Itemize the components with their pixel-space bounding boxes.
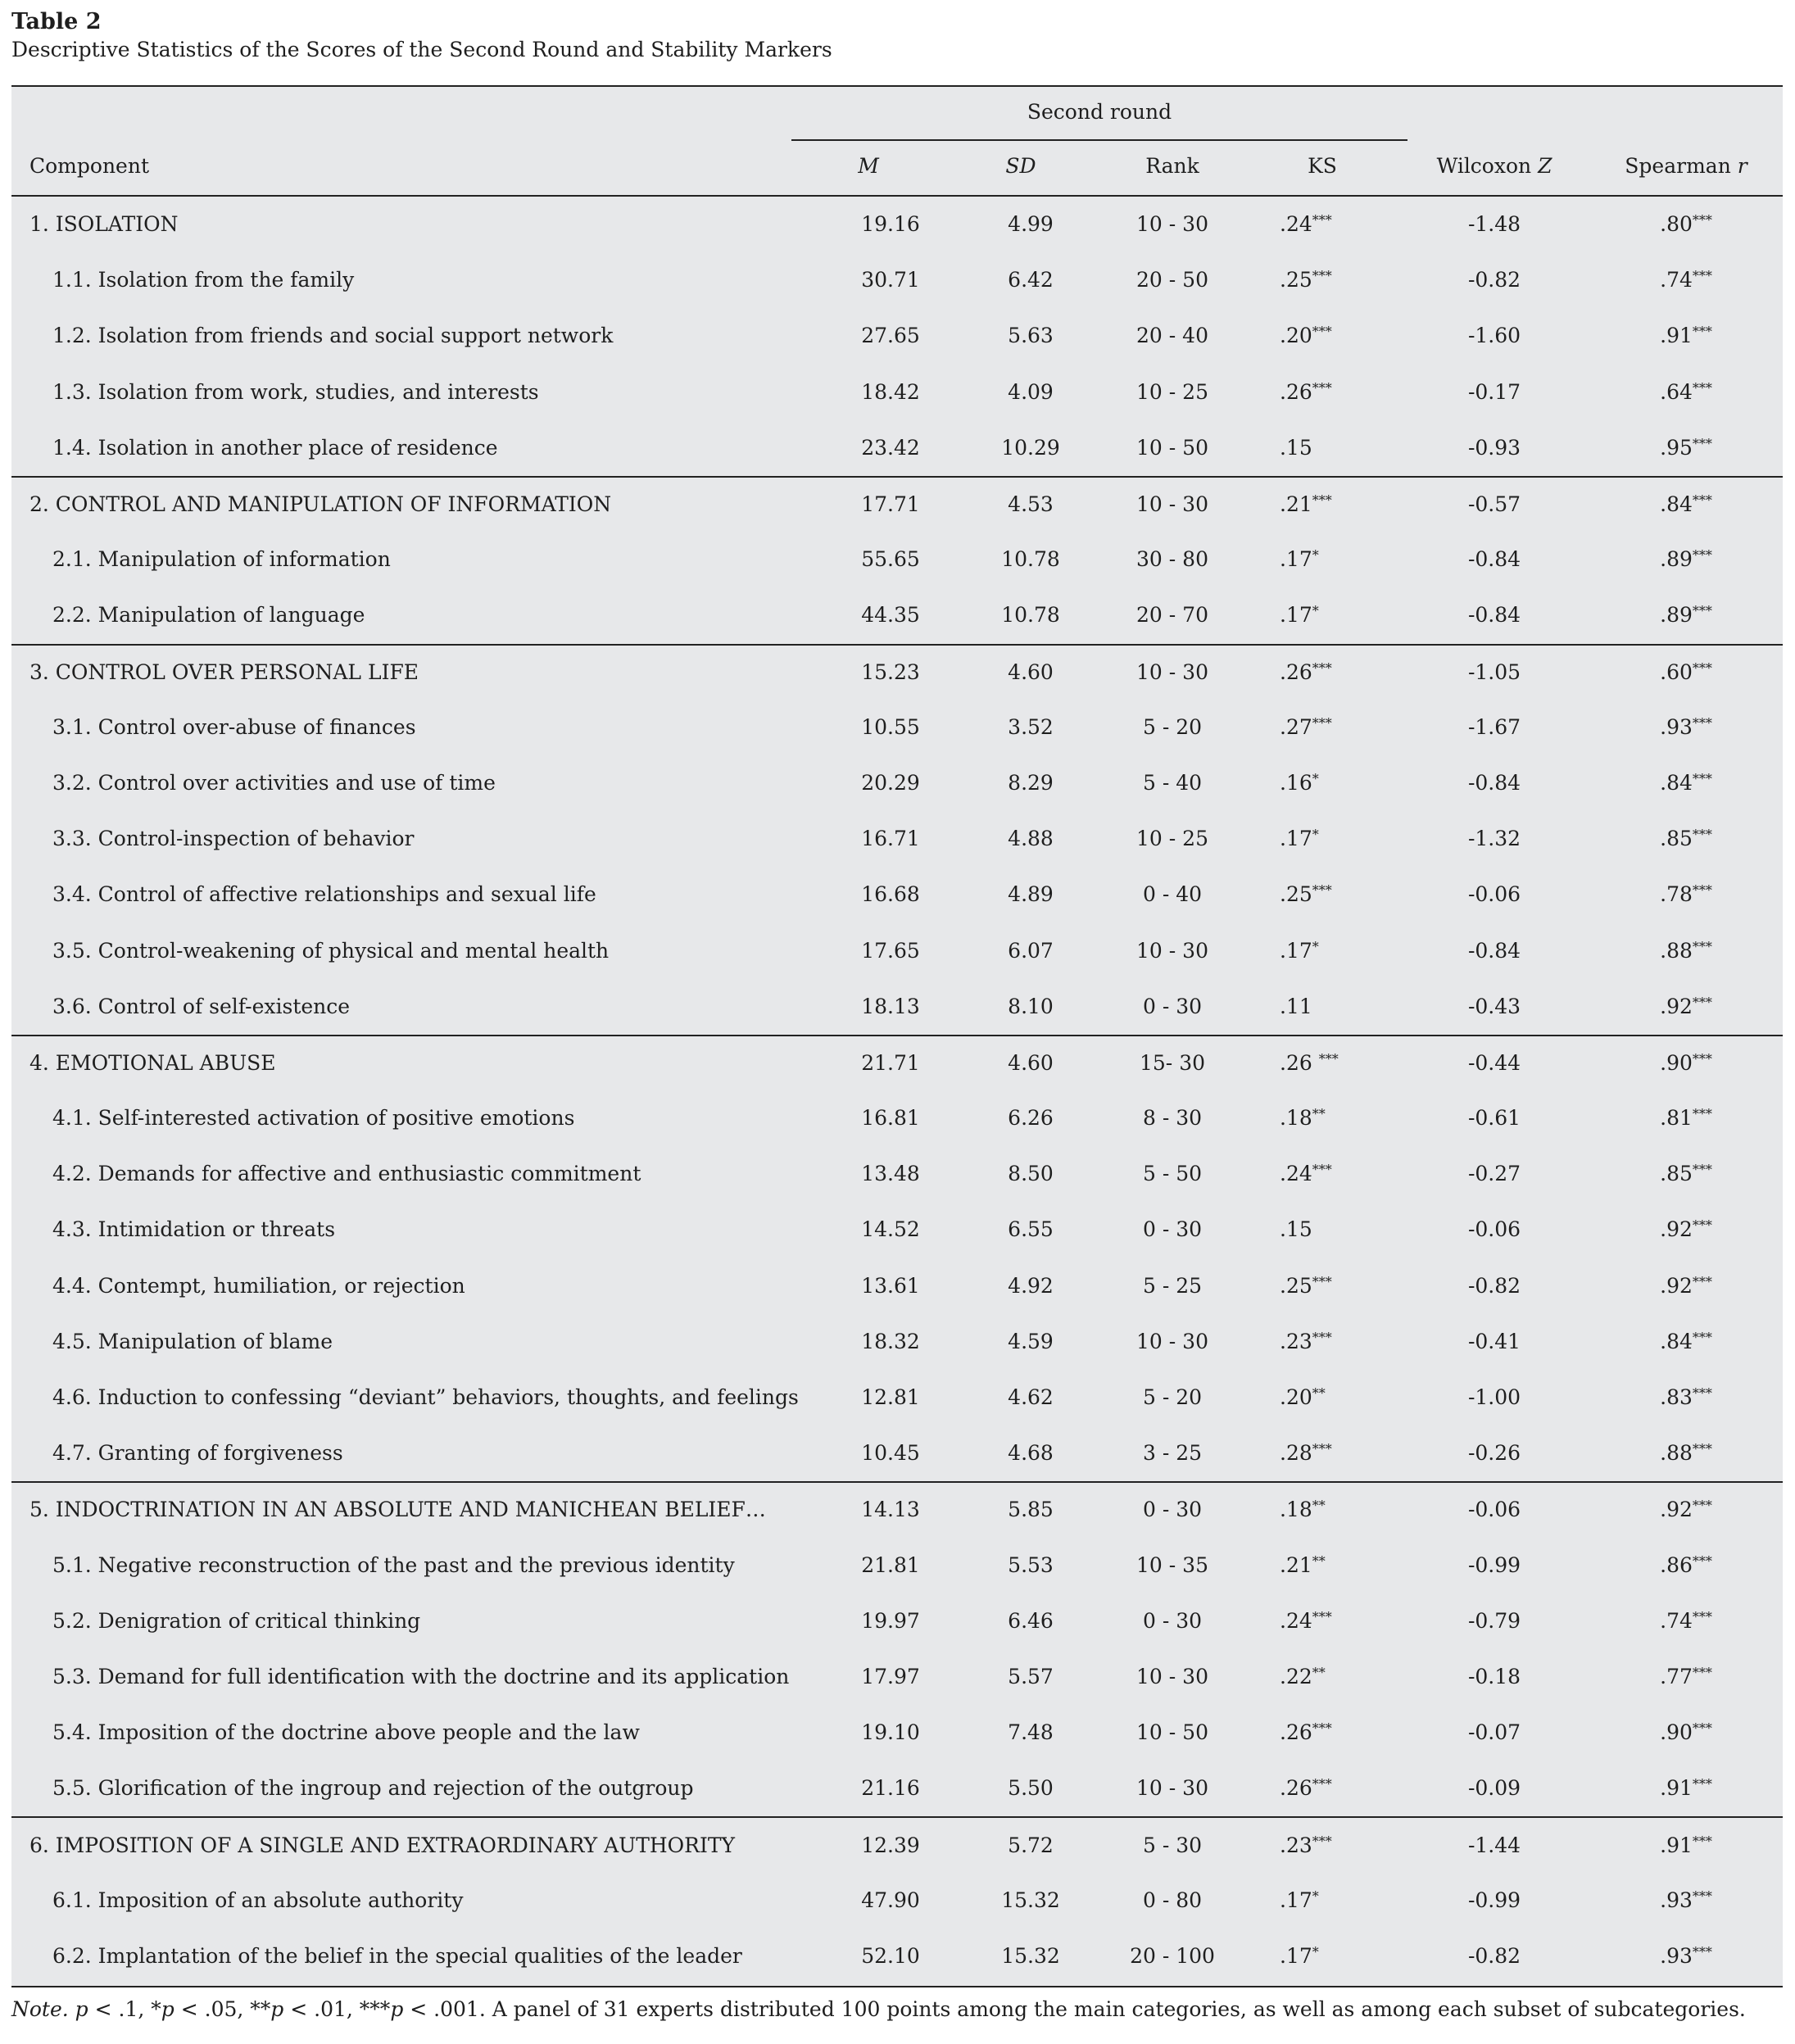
cell-sd: 6.26 (1008, 1106, 1054, 1131)
table-row-subcategory (11, 979, 1783, 1035)
cell-component: 4.5. Manipulation of blame (52, 1329, 333, 1353)
cell-ks: .27*** (1280, 714, 1332, 739)
cell-wilcoxon: -0.84 (1467, 547, 1521, 572)
cell-component: 5.1. Negative reconstruction of the past and the previous identity (52, 1552, 735, 1577)
cell-spearman: .86*** (1660, 1552, 1712, 1577)
cell-m: 17.97 (861, 1664, 920, 1688)
cell-spearman: .74*** (1660, 268, 1712, 292)
cell-rank: 20 - 40 (1136, 324, 1208, 348)
cell-rank: 10 - 50 (1136, 435, 1208, 460)
cell-wilcoxon: -1.60 (1467, 324, 1521, 348)
table-row-subcategory (11, 1649, 1783, 1705)
cell-wilcoxon: -1.05 (1467, 659, 1521, 684)
cell-spearman: .93*** (1660, 714, 1712, 739)
cell-ks: .20*** (1280, 324, 1332, 348)
cell-m: 20.29 (861, 770, 920, 795)
cell-spearman: .90*** (1660, 1720, 1712, 1745)
cell-spearman: .91*** (1660, 324, 1712, 348)
cell-component: 3.2. Control over activities and use of time (52, 770, 496, 795)
cell-ks: .26*** (1280, 1776, 1332, 1801)
cell-wilcoxon: -0.99 (1467, 1552, 1521, 1577)
cell-m: 16.71 (861, 827, 920, 851)
cell-rank: 0 - 80 (1142, 1888, 1203, 1912)
table-row-subcategory (11, 1090, 1783, 1146)
cell-spearman: .88*** (1660, 1441, 1712, 1466)
cell-sd: 7.48 (1008, 1720, 1054, 1745)
table-row-category (11, 1035, 1783, 1090)
table-row-category (11, 1481, 1783, 1537)
table-row-subcategory (11, 922, 1783, 978)
cell-ks: .24*** (1280, 212, 1332, 237)
cell-ks: .23*** (1280, 1329, 1332, 1353)
cell-sd: 4.59 (1008, 1329, 1054, 1353)
cell-component: 4. EMOTIONAL ABUSE (29, 1050, 276, 1075)
cell-ks: .15 (1280, 1217, 1312, 1242)
cell-ks: .20** (1280, 1385, 1326, 1410)
cell-m: 55.65 (861, 547, 920, 572)
cell-spearman: .89*** (1660, 547, 1712, 572)
cell-spearman: .92*** (1660, 1273, 1712, 1298)
header-row (11, 152, 1783, 180)
cell-m: 19.97 (861, 1608, 920, 1633)
table-row-subcategory (11, 755, 1783, 811)
cell-sd: 5.50 (1008, 1776, 1054, 1801)
cell-m: 13.48 (861, 1162, 920, 1186)
cell-sd: 4.60 (1008, 659, 1054, 684)
cell-sd: 4.62 (1008, 1385, 1054, 1410)
cell-ks: .21** (1280, 1552, 1326, 1577)
cell-ks: .26*** (1280, 1720, 1332, 1745)
cell-component: 5.4. Imposition of the doctrine above people and the law (52, 1720, 640, 1745)
cell-rank: 20 - 50 (1136, 268, 1208, 292)
cell-rank: 10 - 30 (1136, 212, 1208, 237)
table-title: Descriptive Statistics of the Scores of the Second Round and Stability Markers (11, 38, 832, 61)
table-row-category (11, 197, 1783, 252)
cell-ks: .17* (1280, 603, 1319, 628)
table-row-subcategory (11, 1202, 1783, 1258)
cell-component: 1. ISOLATION (29, 212, 179, 237)
table-row-subcategory (11, 1538, 1783, 1593)
cell-component: 6.1. Imposition of an absolute authority (52, 1888, 464, 1912)
cell-wilcoxon: -0.07 (1467, 1720, 1521, 1745)
cell-rank: 20 - 100 (1130, 1943, 1215, 1968)
cell-rank: 10 - 35 (1136, 1552, 1208, 1577)
cell-m: 14.52 (861, 1217, 920, 1242)
cell-spearman: .84*** (1660, 492, 1712, 517)
header-m: M (858, 154, 879, 178)
cell-component: 4.4. Contempt, humiliation, or rejection (52, 1273, 465, 1298)
cell-sd: 5.63 (1008, 324, 1054, 348)
table-row-subcategory (11, 1761, 1783, 1816)
cell-rank: 0 - 30 (1142, 1498, 1203, 1522)
cell-component: 3.4. Control of affective relationships and sexual life (52, 882, 596, 907)
header-group-rule (791, 139, 1407, 141)
header-sd: SD (1005, 154, 1036, 178)
cell-rank: 8 - 30 (1142, 1106, 1203, 1131)
cell-sd: 6.42 (1008, 268, 1054, 292)
cell-m: 13.61 (861, 1273, 920, 1298)
cell-sd: 4.09 (1008, 379, 1054, 404)
cell-ks: .26 *** (1280, 1050, 1339, 1075)
cell-component: 1.2. Isolation from friends and social support network (52, 324, 614, 348)
table-row-subcategory (11, 1873, 1783, 1928)
cell-spearman: .92*** (1660, 1217, 1712, 1242)
cell-m: 18.13 (861, 994, 920, 1018)
cell-wilcoxon: -0.41 (1467, 1329, 1521, 1353)
cell-wilcoxon: -0.82 (1467, 1943, 1521, 1968)
cell-ks: .17* (1280, 827, 1319, 851)
cell-wilcoxon: -0.27 (1467, 1162, 1521, 1186)
cell-component: 4.6. Induction to confessing “deviant” behaviors, thoughts, and feelings (52, 1385, 799, 1410)
cell-ks: .17* (1280, 938, 1319, 963)
cell-wilcoxon: -0.06 (1467, 882, 1521, 907)
cell-sd: 8.29 (1008, 770, 1054, 795)
cell-spearman: .78*** (1660, 882, 1712, 907)
cell-rank: 10 - 50 (1136, 1720, 1208, 1745)
table-row-subcategory (11, 811, 1783, 867)
cell-m: 10.55 (861, 714, 920, 739)
cell-wilcoxon: -1.48 (1467, 212, 1521, 237)
cell-wilcoxon: -0.06 (1467, 1217, 1521, 1242)
cell-m: 16.81 (861, 1106, 920, 1131)
cell-component: 5.2. Denigration of critical thinking (52, 1608, 421, 1633)
cell-spearman: .80*** (1660, 212, 1712, 237)
cell-m: 19.16 (861, 212, 920, 237)
cell-m: 19.10 (861, 1720, 920, 1745)
cell-ks: .23*** (1280, 1833, 1332, 1857)
cell-component: 3.3. Control-inspection of behavior (52, 827, 415, 851)
cell-spearman: .64*** (1660, 379, 1712, 404)
cell-ks: .26*** (1280, 379, 1332, 404)
cell-m: 21.81 (861, 1552, 920, 1577)
table-label: Table 2 (11, 9, 102, 34)
header-component: Component (29, 154, 149, 178)
cell-component: 2. CONTROL AND MANIPULATION OF INFORMATION (29, 492, 612, 517)
cell-spearman: .93*** (1660, 1888, 1712, 1912)
cell-rank: 10 - 30 (1136, 1664, 1208, 1688)
table-row-subcategory (11, 700, 1783, 755)
cell-sd: 4.89 (1008, 882, 1054, 907)
cell-spearman: .90*** (1660, 1050, 1712, 1075)
cell-component: 1.3. Isolation from work, studies, and interests (52, 379, 539, 404)
cell-sd: 10.78 (1001, 603, 1060, 628)
cell-spearman: .92*** (1660, 1498, 1712, 1522)
cell-wilcoxon: -0.06 (1467, 1498, 1521, 1522)
cell-component: 6.2. Implantation of the belief in the special qualities of the leader (52, 1943, 742, 1968)
cell-spearman: .93*** (1660, 1943, 1712, 1968)
header-spearman: Spearman r (1625, 154, 1747, 178)
cell-m: 12.39 (861, 1833, 920, 1857)
cell-component: 4.3. Intimidation or threats (52, 1217, 336, 1242)
cell-component: 2.2. Manipulation of language (52, 603, 365, 628)
cell-wilcoxon: -0.93 (1467, 435, 1521, 460)
cell-sd: 10.29 (1001, 435, 1060, 460)
header-wilcoxon: Wilcoxon Z (1436, 154, 1552, 178)
cell-ks: .18** (1280, 1106, 1326, 1131)
table-row-subcategory (11, 420, 1783, 476)
cell-component: 3.5. Control-weakening of physical and mental health (52, 938, 610, 963)
cell-spearman: .85*** (1660, 827, 1712, 851)
table-body (11, 197, 1783, 1984)
cell-rank: 5 - 25 (1142, 1273, 1203, 1298)
cell-ks: .25*** (1280, 268, 1332, 292)
cell-sd: 8.50 (1008, 1162, 1054, 1186)
cell-ks: .17* (1280, 1888, 1319, 1912)
cell-wilcoxon: -0.17 (1467, 379, 1521, 404)
cell-rank: 0 - 30 (1142, 1217, 1203, 1242)
table-row-category (11, 476, 1783, 532)
cell-component: 2.1. Manipulation of information (52, 547, 391, 572)
cell-sd: 4.99 (1008, 212, 1054, 237)
cell-sd: 15.32 (1001, 1943, 1060, 1968)
cell-wilcoxon: -0.43 (1467, 994, 1521, 1018)
cell-m: 21.71 (861, 1050, 920, 1075)
cell-sd: 5.85 (1008, 1498, 1054, 1522)
cell-ks: .24*** (1280, 1162, 1332, 1186)
cell-m: 52.10 (861, 1943, 920, 1968)
cell-rank: 15- 30 (1139, 1050, 1206, 1075)
cell-ks: .28*** (1280, 1441, 1332, 1466)
cell-ks: .24*** (1280, 1608, 1332, 1633)
cell-rank: 30 - 80 (1136, 547, 1208, 572)
cell-spearman: .84*** (1660, 1329, 1712, 1353)
cell-ks: .16* (1280, 770, 1319, 795)
cell-m: 30.71 (861, 268, 920, 292)
cell-m: 14.13 (861, 1498, 920, 1522)
cell-spearman: .85*** (1660, 1162, 1712, 1186)
cell-wilcoxon: -0.82 (1467, 268, 1521, 292)
cell-rank: 0 - 40 (1142, 882, 1203, 907)
cell-wilcoxon: -0.84 (1467, 603, 1521, 628)
cell-wilcoxon: -0.99 (1467, 1888, 1521, 1912)
cell-spearman: .92*** (1660, 994, 1712, 1018)
cell-spearman: .91*** (1660, 1776, 1712, 1801)
cell-wilcoxon: -0.44 (1467, 1050, 1521, 1075)
cell-ks: .25*** (1280, 882, 1332, 907)
cell-sd: 15.32 (1001, 1888, 1060, 1912)
cell-m: 18.42 (861, 379, 920, 404)
cell-ks: .17* (1280, 1943, 1319, 1968)
cell-component: 3. CONTROL OVER PERSONAL LIFE (29, 659, 419, 684)
table-row-subcategory (11, 1928, 1783, 1984)
cell-wilcoxon: -0.09 (1467, 1776, 1521, 1801)
cell-sd: 4.68 (1008, 1441, 1054, 1466)
cell-sd: 6.07 (1008, 938, 1054, 963)
table-row-subcategory (11, 1314, 1783, 1370)
table-row-subcategory (11, 1705, 1783, 1761)
cell-rank: 10 - 25 (1136, 379, 1208, 404)
cell-component: 4.1. Self-interested activation of positive emotions (52, 1106, 575, 1131)
cell-wilcoxon: -1.67 (1467, 714, 1521, 739)
cell-sd: 8.10 (1008, 994, 1054, 1018)
cell-wilcoxon: -0.84 (1467, 938, 1521, 963)
table-row-subcategory (11, 1425, 1783, 1481)
cell-ks: .15 (1280, 435, 1312, 460)
cell-sd: 4.88 (1008, 827, 1054, 851)
cell-rank: 10 - 30 (1136, 1776, 1208, 1801)
table-row-subcategory (11, 365, 1783, 420)
cell-rank: 5 - 40 (1142, 770, 1203, 795)
header-second-round: Second round (1027, 100, 1172, 124)
cell-wilcoxon: -1.32 (1467, 827, 1521, 851)
table-row-subcategory (11, 1146, 1783, 1202)
table-row-category (11, 1816, 1783, 1872)
cell-component: 5.5. Glorification of the ingroup and rejection of the outgroup (52, 1776, 694, 1801)
cell-component: 5.3. Demand for full identification with the doctrine and its application (52, 1664, 790, 1688)
cell-rank: 10 - 30 (1136, 492, 1208, 517)
header-ks: KS (1308, 154, 1337, 178)
cell-sd: 10.78 (1001, 547, 1060, 572)
cell-ks: .26*** (1280, 659, 1332, 684)
cell-ks: .22** (1280, 1664, 1326, 1688)
table-row-subcategory (11, 308, 1783, 364)
cell-rank: 0 - 30 (1142, 994, 1203, 1018)
cell-component: 5. INDOCTRINATION IN AN ABSOLUTE AND MANICHEAN BELIEF… (29, 1498, 766, 1522)
table-note: Note. p < .1, *p < .05, **p < .01, ***p < .001. A panel of 31 experts distributed 100 points among the main categories, as well as among each subset of subcategories. (11, 1997, 1746, 2021)
cell-rank: 0 - 30 (1142, 1608, 1203, 1633)
cell-rank: 5 - 20 (1142, 714, 1203, 739)
cell-m: 21.16 (861, 1776, 920, 1801)
cell-rank: 5 - 30 (1142, 1833, 1203, 1857)
cell-m: 47.90 (861, 1888, 920, 1912)
cell-m: 23.42 (861, 435, 920, 460)
cell-rank: 10 - 25 (1136, 827, 1208, 851)
cell-component: 6. IMPOSITION OF A SINGLE AND EXTRAORDINARY AUTHORITY (29, 1833, 736, 1857)
cell-sd: 6.55 (1008, 1217, 1054, 1242)
cell-rank: 20 - 70 (1136, 603, 1208, 628)
cell-m: 44.35 (861, 603, 920, 628)
cell-ks: .17* (1280, 547, 1319, 572)
cell-m: 18.32 (861, 1329, 920, 1353)
header-rank: Rank (1145, 154, 1199, 178)
cell-spearman: .84*** (1660, 770, 1712, 795)
cell-m: 16.68 (861, 882, 920, 907)
cell-component: 4.2. Demands for affective and enthusiastic commitment (52, 1162, 641, 1186)
cell-component: 1.4. Isolation in another place of residence (52, 435, 498, 460)
cell-m: 15.23 (861, 659, 920, 684)
table-row-subcategory (11, 252, 1783, 308)
cell-m: 10.45 (861, 1441, 920, 1466)
cell-wilcoxon: -0.18 (1467, 1664, 1521, 1688)
cell-rank: 3 - 25 (1142, 1441, 1203, 1466)
cell-spearman: .74*** (1660, 1608, 1712, 1633)
table-row-subcategory (11, 1258, 1783, 1314)
cell-rank: 10 - 30 (1136, 1329, 1208, 1353)
cell-m: 17.65 (861, 938, 920, 963)
cell-sd: 6.46 (1008, 1608, 1054, 1633)
cell-spearman: .95*** (1660, 435, 1712, 460)
cell-component: 1.1. Isolation from the family (52, 268, 355, 292)
cell-wilcoxon: -1.44 (1467, 1833, 1521, 1857)
cell-wilcoxon: -0.82 (1467, 1273, 1521, 1298)
table-row-category (11, 644, 1783, 700)
cell-wilcoxon: -0.57 (1467, 492, 1521, 517)
cell-rank: 5 - 20 (1142, 1385, 1203, 1410)
cell-sd: 3.52 (1008, 714, 1054, 739)
cell-wilcoxon: -0.84 (1467, 770, 1521, 795)
table-row-subcategory (11, 587, 1783, 643)
cell-ks: .18** (1280, 1498, 1326, 1522)
cell-spearman: .60*** (1660, 659, 1712, 684)
cell-spearman: .81*** (1660, 1106, 1712, 1131)
cell-sd: 5.72 (1008, 1833, 1054, 1857)
cell-ks: .21*** (1280, 492, 1332, 517)
cell-spearman: .91*** (1660, 1833, 1712, 1857)
table-row-subcategory (11, 532, 1783, 587)
cell-spearman: .83*** (1660, 1385, 1712, 1410)
cell-sd: 4.53 (1008, 492, 1054, 517)
cell-m: 12.81 (861, 1385, 920, 1410)
cell-component: 4.7. Granting of forgiveness (52, 1441, 343, 1466)
table-row-subcategory (11, 1593, 1783, 1649)
table-row-subcategory (11, 867, 1783, 922)
cell-wilcoxon: -0.26 (1467, 1441, 1521, 1466)
cell-sd: 5.53 (1008, 1552, 1054, 1577)
cell-wilcoxon: -0.79 (1467, 1608, 1521, 1633)
table-row-subcategory (11, 1370, 1783, 1425)
cell-wilcoxon: -0.61 (1467, 1106, 1521, 1131)
data-table (11, 85, 1783, 1987)
table-caption (11, 8, 832, 64)
cell-ks: .25*** (1280, 1273, 1332, 1298)
cell-spearman: .89*** (1660, 603, 1712, 628)
cell-m: 27.65 (861, 324, 920, 348)
cell-sd: 4.60 (1008, 1050, 1054, 1075)
cell-ks: .11 (1280, 994, 1312, 1018)
cell-spearman: .77*** (1660, 1664, 1712, 1688)
cell-rank: 10 - 30 (1136, 659, 1208, 684)
cell-rank: 10 - 30 (1136, 938, 1208, 963)
cell-sd: 4.92 (1008, 1273, 1054, 1298)
cell-sd: 5.57 (1008, 1664, 1054, 1688)
cell-rank: 5 - 50 (1142, 1162, 1203, 1186)
cell-spearman: .88*** (1660, 938, 1712, 963)
cell-component: 3.1. Control over-abuse of finances (52, 714, 416, 739)
cell-m: 17.71 (861, 492, 920, 517)
cell-component: 3.6. Control of self-existence (52, 994, 351, 1018)
cell-wilcoxon: -1.00 (1467, 1385, 1521, 1410)
